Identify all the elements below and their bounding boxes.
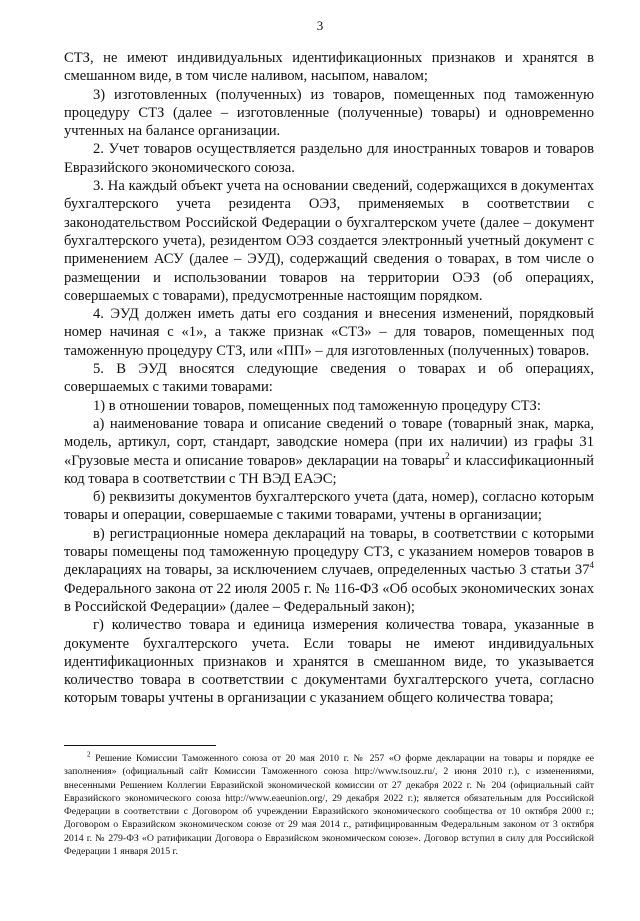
paragraph-text: 5. В ЭУД вносятся следующие сведения о товарах и об операциях, совершаемых с такими товарами: — [64, 361, 594, 396]
superscript-article-number: 4 — [589, 560, 594, 571]
paragraph-text-after: Федерального закона от 22 июля 2005 г. № 116-ФЗ «Об особых экономических зонах в Российской Федерации» (далее – Федеральный закон); — [64, 580, 594, 615]
paragraph-2 — [64, 140, 594, 177]
paragraph-text: 4. ЭУД должен иметь даты его создания и внесения изменений, порядковый номер начиная с «1», а также признак «СТЗ» – для товаров, помещенных под таможенную процедуру СТЗ, или «ПП» – для изготовленных (полученных) товаров. — [64, 306, 594, 359]
paragraph-5-item-g — [64, 616, 594, 707]
paragraph-3 — [64, 177, 594, 305]
paragraph-5-item-v — [64, 525, 594, 616]
paragraph-item-3 — [64, 86, 594, 141]
paragraph-text: 1) в отношении товаров, помещенных под таможенную процедуру СТЗ: — [93, 397, 541, 414]
paragraph-5-item-b — [64, 488, 594, 525]
paragraph-5-item-1 — [64, 397, 594, 415]
paragraph-text: г) количество товара и единица измерения количества товара, указанные в документе бухгалтерского учета. Если товары не имеют индивидуальных идентификационных признаков и хранятся в смешанном виде, то указывается количество товара в соответствии с документами бухгалтерского учета, согласно которым товары учтены в организации с указанием общего количества товара; — [64, 617, 594, 707]
paragraph-text: б) реквизиты документов бухгалтерского учета (дата, номер), согласно которым товары и операции, совершаемые с такими товарами, учтены в организации; — [64, 489, 594, 524]
paragraph-text: 2. Учет товаров осуществляется раздельно для иностранных товаров и товаров Евразийского экономического союза. — [64, 141, 594, 176]
paragraph-text: 3) изготовленных (полученных) из товаров, помещенных под таможенную процедуру СТЗ (далее – изготовленные (полученные) товары) и одновременно учтенных на балансе организации. — [64, 86, 594, 140]
document-body — [64, 49, 594, 708]
paragraph-continuation — [64, 49, 594, 86]
footnote — [64, 752, 594, 858]
footnote-divider — [64, 745, 216, 746]
paragraph-text: СТЗ, не имеют индивидуальных идентификационных признаков и хранятся в смешанном виде, в том числе наливом, насыпом, навалом; — [64, 50, 594, 85]
paragraph-text-after: и классификационный код товара в соответствии с ТН ВЭД ЕАЭС; — [64, 452, 594, 487]
footnote-reference: 2 — [445, 450, 450, 461]
paragraph-text: 3. На каждый объект учета на основании сведений, содержащихся в документах бухгалтерского учета резидента ОЭЗ, применяемых в соответствии с законодательством Российской Федерации о бухгалтерском учете (далее – документ бухгалтерского учета), резидентом ОЭЗ создается электронный учетный документ с применением АСУ (далее – ЭУД), содержащий сведения о товарах, в том числе о размещении и использовании товаров на территории ОЭЗ (об операциях, совершаемых с товарами), предусмотренные настоящим порядком. — [64, 178, 594, 304]
paragraph-5-item-a — [64, 415, 594, 488]
page-number: 3 — [316, 18, 324, 33]
paragraph-text: в) регистрационные номера деклараций на товары, в соответствии с которыми товары помещены под таможенную процедуру СТЗ, с указанием номеров товаров в декларациях на товары, за исключением случаев, определенных частью 3 статьи 37 — [64, 525, 594, 579]
paragraph-4 — [64, 305, 594, 360]
paragraph-text: а) наименование товара и описание сведений о товаре (товарный знак, марка, модель, артикул, сорт, стандарт, заводские номера (при их наличии) из графы 31 «Грузовые места и описание товаров» декларации на товары — [64, 415, 594, 469]
footnote-text: Решение Комиссии Таможенного союза от 20 мая 2010 г. № 257 «О форме декларации на товары и порядке ее заполнения» (официальный сайт Комиссии Таможенного союза http://www.tsouz.ru/, 2 июня 2010 г.), с изменениями, внесенными Решением Коллегии Евразийской экономической комиссии от 27 декабря 2022 г. № 204 (официальный сайт Евразийского экономического союза http://www.eaeunion.org/, 29 декабря 2022 г.); является обязательным для Российской Федерации в соответствии с Договором об учреждении Евразийского экономического сообщества от 10 октября 2000 г.; Договором о Евразийском экономическом союзе от 29 мая 2014 г., ратифицированным Федеральным законом от 3 октября 2014 г. № 279-ФЗ «О ратификации Договора о Евразийском экономическом союзе». Договор вступил в силу для Российской Федерации 1 января 2015 г. — [64, 753, 594, 858]
paragraph-5 — [64, 360, 594, 397]
footnote-mark: 2 — [87, 750, 91, 759]
